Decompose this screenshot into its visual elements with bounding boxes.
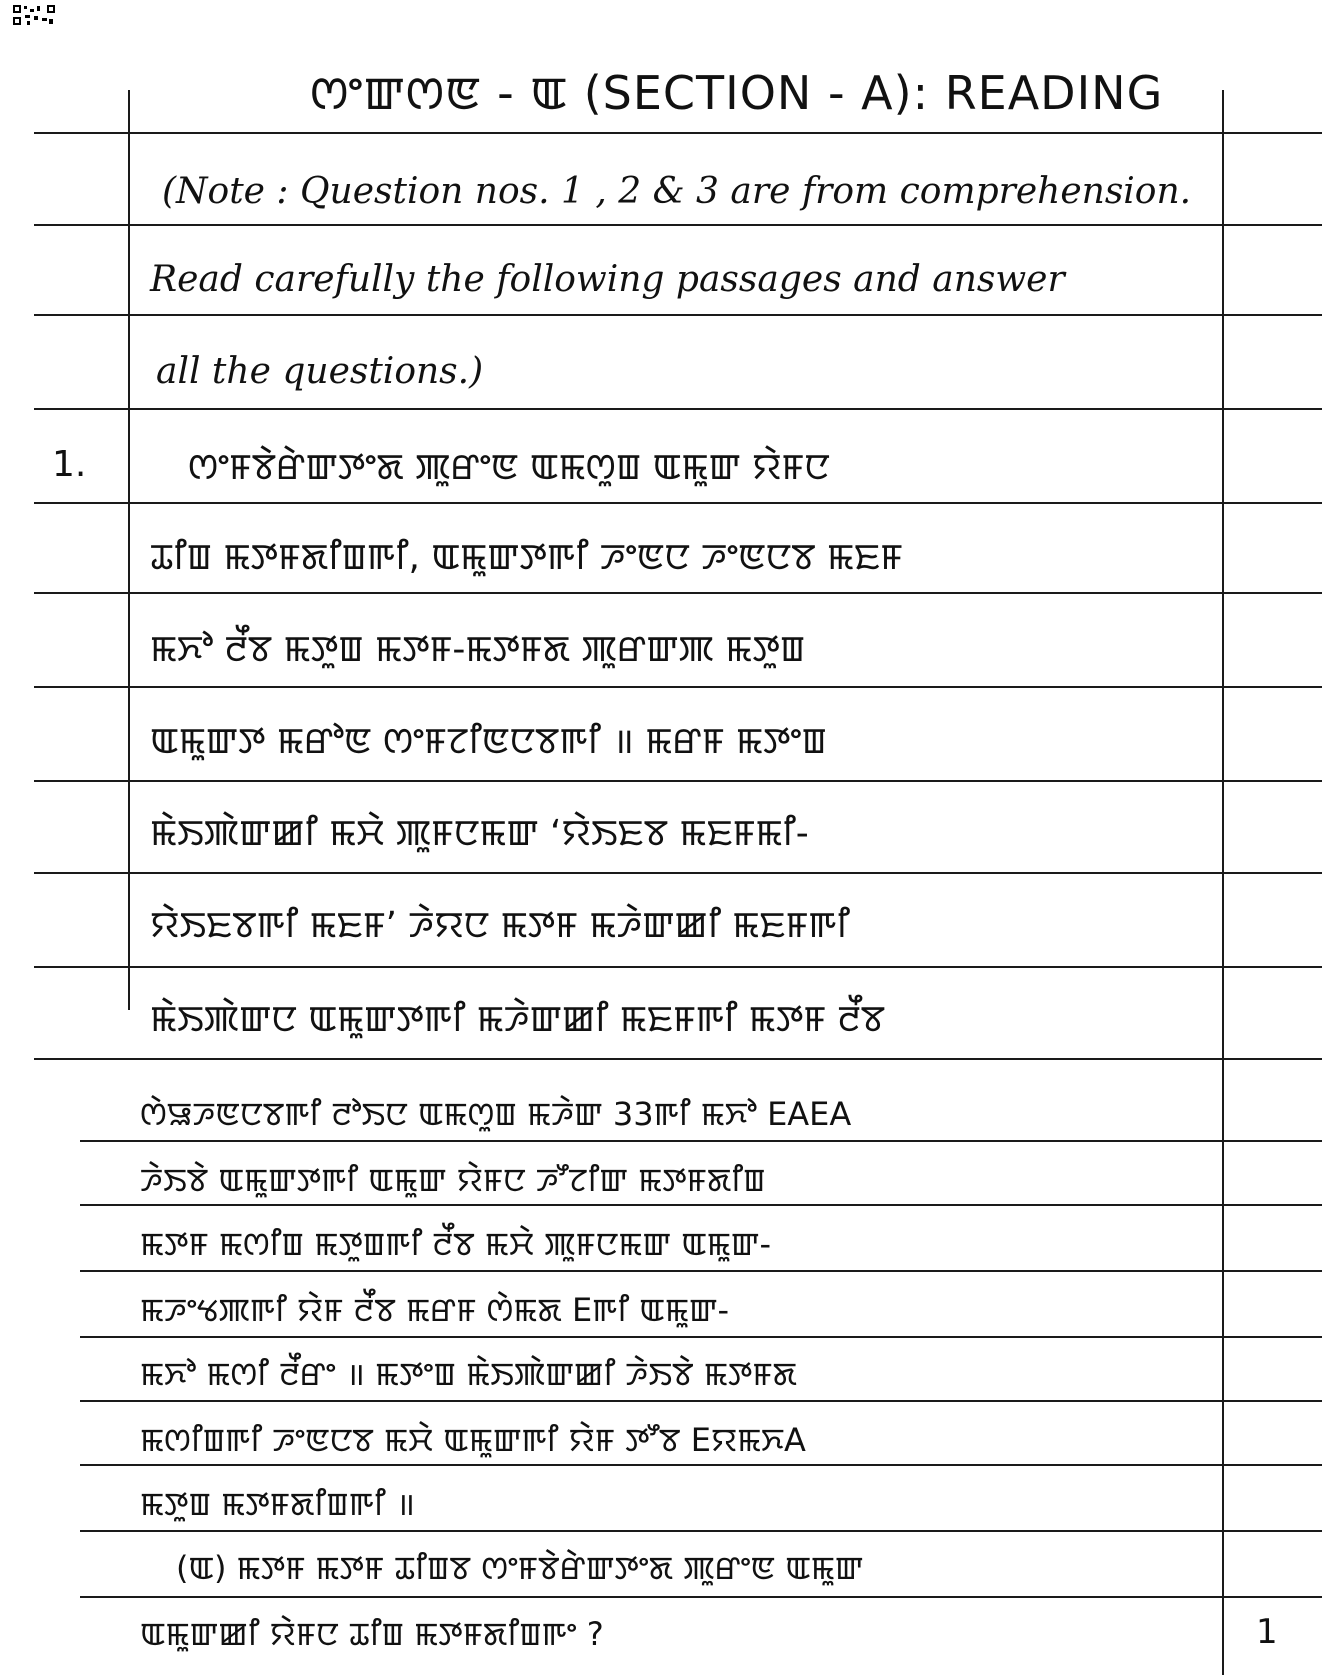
passage-line: ꯃꯈꯣ ꯃꯁꯤ ꯂꯩꯔꯦ ॥ ꯃꯇꯦꯡ ꯃꯥꯏꯄꯥꯛꯀꯤ ꯍꯥꯏꯕꯥ ꯃꯇꯝꯗ <box>140 1355 797 1393</box>
ruled-line <box>34 780 1322 782</box>
sub-question-line-2: ꯑꯃꯨꯛꯀꯤ ꯌꯥꯝꯅ ꯊꯤꯡ ꯃꯇꯝꯗꯤꯡꯒꯦ ? <box>140 1615 604 1653</box>
ruled-line <box>80 1400 1322 1402</box>
ruled-line <box>80 1140 1322 1142</box>
passage-line: ꯑꯃꯨꯛꯇ ꯃꯔꯣꯟ ꯁꯦꯝꯖꯤꯟꯅꯕꯒꯤ ॥ ꯃꯔꯝ ꯃꯇꯦꯡ <box>150 721 827 762</box>
ruled-line <box>34 872 1322 874</box>
passage-line: ꯃꯥꯏꯄꯥꯛꯅ ꯑꯃꯨꯛꯇꯒꯤ ꯃꯍꯥꯛꯀꯤ ꯃꯐꯝꯒꯤ ꯃꯇꯝ ꯂꯩꯕ <box>150 999 886 1040</box>
marks-value: 1 <box>1256 1612 1278 1652</box>
passage-line: ꯃꯇꯨꯡ ꯃꯇꯝꯗꯤꯡꯒꯤ ॥ <box>140 1485 416 1523</box>
ruled-line <box>34 224 1322 226</box>
passage-line: ꯊꯤꯡ ꯃꯇꯝꯗꯤꯡꯒꯤ, ꯑꯃꯨꯛꯇꯒꯤ ꯍꯦꯟꯅ ꯍꯦꯟꯅꯕ ꯃꯐꯝ <box>150 537 903 578</box>
passage-line: ꯁꯦꯝꯕꯥꯔꯥꯛꯇꯦꯗ ꯄꯨꯔꯦꯟ ꯑꯃꯁꯨꯡ ꯑꯃꯨꯛ ꯌꯥꯝꯅ <box>188 447 830 488</box>
ruled-line <box>34 408 1322 410</box>
ruled-line <box>80 1336 1322 1338</box>
note-line-3: all the questions.) <box>156 351 484 392</box>
passage-line: ꯃꯥꯏꯄꯥꯛꯀꯤ ꯃꯆꯥ ꯄꯨꯝꯅꯃꯛ ‘ꯌꯥꯏꯐꯕ ꯃꯐꯝꯃꯤ- <box>150 813 809 854</box>
ruled-line <box>34 1058 1322 1060</box>
ruled-line <box>80 1530 1322 1532</box>
ruled-line <box>80 1464 1322 1466</box>
ruled-line <box>34 502 1322 504</box>
passage-line: ꯍꯥꯏꯕꯥ ꯑꯃꯨꯛꯇꯒꯤ ꯑꯃꯨꯛ ꯌꯥꯝꯅ ꯍꯧꯖꯤꯛ ꯃꯇꯝꯗꯤꯡ <box>140 1161 766 1199</box>
ruled-line <box>34 132 1322 134</box>
ruled-line <box>34 686 1322 688</box>
ruled-line <box>34 314 1322 316</box>
passage-line: ꯃꯁꯤꯡꯒꯤ ꯍꯦꯟꯅꯕ ꯃꯆꯥ ꯑꯃꯨꯛꯒꯤ ꯌꯥꯝ ꯇꯧꯕ EꯌꯃꯈA <box>140 1421 806 1459</box>
passage-line: ꯃꯍꯦꯠꯄꯒꯤ ꯌꯥꯝ ꯂꯩꯕ ꯃꯔꯝ ꯁꯥꯃꯗ Eꯒꯤ ꯑꯃꯨꯛ- <box>140 1291 730 1329</box>
passage-line: ꯃꯈꯣ ꯂꯩꯕ ꯃꯇꯨꯡ ꯃꯇꯝ-ꯃꯇꯝꯗ ꯄꯨꯔꯛꯄ ꯃꯇꯨꯡ <box>150 629 806 670</box>
question-number: 1. <box>52 444 87 485</box>
ruled-line <box>34 592 1322 594</box>
note-line-2: Read carefully the following passages and answer <box>150 259 1065 300</box>
page-title: ꯁꯦꯛꯁꯟ - ꯑ (SECTION - A): READING <box>310 66 1164 120</box>
passage-line: ꯁꯥꯎꯍꯟꯅꯕꯒꯤ ꯂꯣꯏꯅ ꯑꯃꯁꯨꯡ ꯃꯍꯥꯛ 33ꯒꯤ ꯃꯈꯣ EAEA <box>140 1095 852 1133</box>
passage-line: ꯌꯥꯏꯐꯕꯒꯤ ꯃꯐꯝ’ ꯍꯥꯌꯅ ꯃꯇꯝ ꯃꯍꯥꯛꯀꯤ ꯃꯐꯝꯒꯤ <box>150 905 850 946</box>
passage-line: ꯃꯇꯝ ꯃꯁꯤꯡ ꯃꯇꯨꯡꯒꯤ ꯂꯩꯕ ꯃꯆꯥ ꯄꯨꯝꯅꯃꯛ ꯑꯃꯨꯛ- <box>140 1225 772 1263</box>
note-line-1: (Note : Question nos. 1 , 2 & 3 are from comprehension. <box>162 171 1192 212</box>
ruled-line <box>80 1270 1322 1272</box>
ruled-line <box>80 1204 1322 1206</box>
ruled-line <box>80 1596 1322 1598</box>
ruled-line <box>34 966 1322 968</box>
sub-question-line-1: (ꯑ) ꯃꯇꯝ ꯃꯇꯝ ꯊꯤꯡꯕ ꯁꯦꯝꯕꯥꯔꯥꯛꯇꯦꯗ ꯄꯨꯔꯦꯟ ꯑꯃꯨꯛ <box>176 1549 864 1587</box>
right-margin-line <box>1222 90 1224 1675</box>
qr-code-icon <box>12 4 56 26</box>
